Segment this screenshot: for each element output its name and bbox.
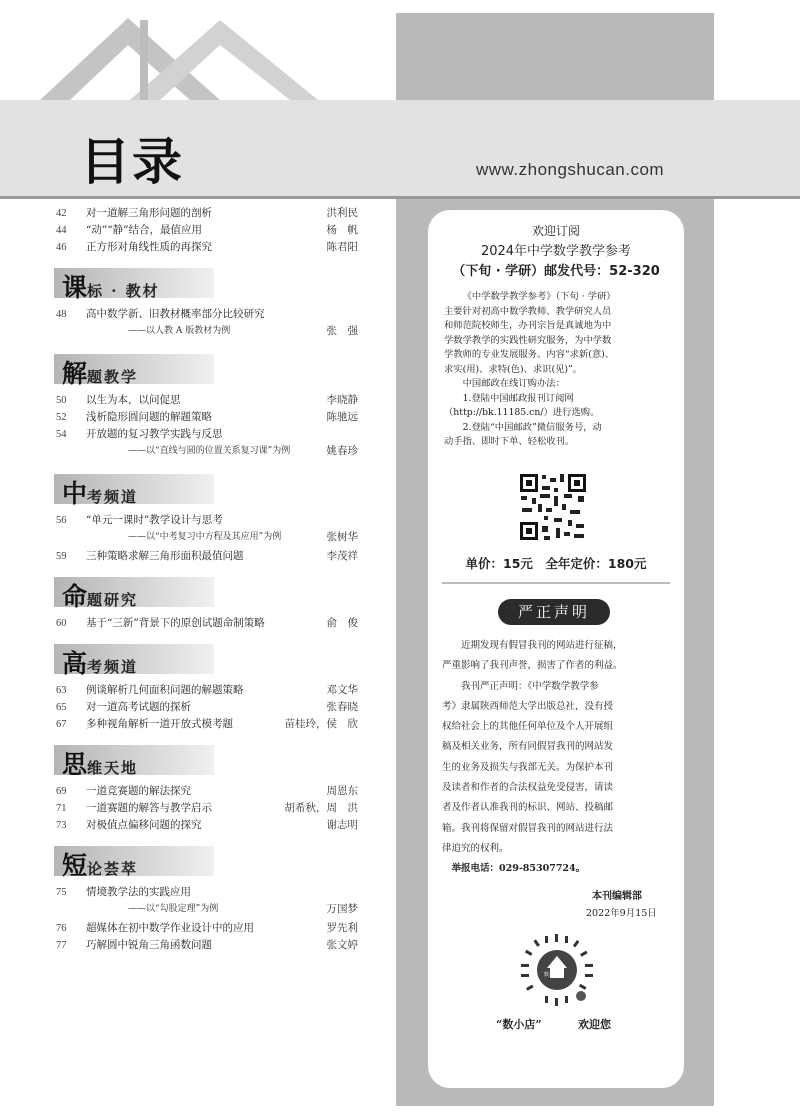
store-caption-left: “数小店” — [496, 1018, 542, 1031]
section-label — [62, 577, 138, 613]
table-of-contents — [40, 205, 380, 954]
toc-page-number: 76 — [56, 923, 67, 934]
toc-author: 陈君阳 — [326, 241, 358, 253]
announcement-line: 及读者和作者的合法权益免受侵害，请读 — [442, 782, 614, 794]
toc-entry[interactable] — [40, 239, 380, 256]
toc-page-number: 59 — [56, 551, 67, 562]
toc-author: 邓文华 — [326, 684, 358, 696]
toc-author: 张 强 — [326, 325, 358, 337]
toc-title: 基于“三新”背景下的原创试题命制策略 — [86, 617, 265, 629]
toc-page-number: 52 — [56, 412, 67, 423]
desc-line: 求实(用)、求特(色)、求识(见)”。 — [444, 363, 583, 375]
section-rest: 题教学 — [87, 368, 139, 386]
toc-subtitle-row[interactable] — [40, 443, 380, 462]
section-initial: 短 — [62, 851, 88, 880]
toc-author: 陈驰远 — [326, 411, 358, 423]
toc-entry[interactable] — [40, 800, 380, 817]
section-label — [62, 268, 160, 304]
toc-entry[interactable] — [40, 205, 380, 222]
store-logo-text: 数小店 — [544, 972, 560, 978]
toc-entry[interactable] — [40, 716, 380, 733]
section-header — [40, 472, 380, 506]
desc-line: 学数学教学的实践性研究服务，为中学数 — [444, 334, 612, 346]
toc-entry[interactable] — [40, 937, 380, 954]
section-rest: 考频道 — [87, 658, 139, 676]
price-divider — [442, 582, 670, 584]
desc-line: 《中学数学教学参考》（下旬 · 学研） — [462, 291, 616, 302]
section-initial: 中 — [62, 479, 88, 508]
announcement-date: 2022年9月15日 — [586, 908, 657, 919]
section-label — [62, 474, 138, 510]
toc-title: 超媒体在初中数学作业设计中的应用 — [86, 922, 254, 934]
toc-title: 以生为本，以问促思 — [86, 394, 181, 406]
toc-page-number: 67 — [56, 719, 67, 730]
toc-page-number: 65 — [56, 702, 67, 713]
toc-title: ——以“中考复习中方程及其应用”为例 — [128, 532, 282, 542]
toc-page-number: 56 — [56, 515, 67, 526]
toc-title: “单元一课时”教学设计与思考 — [86, 514, 223, 526]
toc-entry[interactable] — [40, 512, 380, 529]
toc-entry[interactable] — [40, 817, 380, 834]
price-line: 单价：15元 全年定价：180元 — [465, 556, 647, 571]
toc-author: 苗桂玲，侯 欣 — [284, 718, 358, 730]
announcement-badge: 严正声明 — [498, 599, 610, 625]
desc-line: 1.登陆中国邮政报刊订阅网 — [462, 392, 574, 404]
toc-subtitle-row[interactable] — [40, 529, 380, 548]
order-url[interactable]: （http://bk.11185.cn/）进行选购。 — [444, 407, 600, 418]
toc-title: 巧解圆中锐角三角函数问题 — [86, 939, 212, 951]
section-initial: 命 — [62, 582, 88, 611]
toc-entry[interactable] — [40, 409, 380, 426]
toc-author: 洪利民 — [326, 207, 358, 219]
toc-subtitle-row[interactable] — [40, 901, 380, 920]
toc-title: 正方形对角线性质的再探究 — [86, 241, 212, 253]
toc-title: 对极值点偏移问题的探究 — [86, 819, 202, 831]
editorial-signer: 本刊编辑部 — [592, 891, 642, 902]
section-initial: 思 — [62, 750, 88, 779]
toc-page-number: 77 — [56, 940, 67, 951]
desc-line: 主要针对初高中数学教师、教学研究人员 — [444, 305, 612, 317]
toc-page-number: 50 — [56, 395, 67, 406]
section-header — [40, 743, 380, 777]
toc-author: 罗先利 — [326, 922, 358, 934]
postal-code-line: （下旬 · 学研）邮发代号：52-320 — [452, 264, 660, 279]
section-rest: 论荟萃 — [87, 860, 139, 878]
section-label — [62, 644, 138, 680]
toc-entry[interactable] — [40, 548, 380, 565]
subscribe-heading: 欢迎订阅 — [531, 224, 580, 238]
section-header — [40, 844, 380, 878]
section-label — [62, 354, 138, 390]
toc-author: 谢志明 — [326, 819, 358, 831]
toc-author: 张春晓 — [326, 701, 358, 713]
toc-subtitle-row[interactable] — [40, 323, 380, 342]
announcement-line: 考》隶属陕西师范大学出版总社，没有授 — [442, 700, 614, 712]
toc-page-number: 71 — [56, 803, 67, 814]
toc-title: 对一道高考试题的探析 — [86, 701, 191, 713]
store-miniprogram-code[interactable] — [521, 934, 593, 1006]
toc-title: “动”“静”结合，最值应用 — [86, 224, 202, 236]
toc-entry[interactable] — [40, 783, 380, 800]
desc-line: 动手指、即时下单、轻松收刊。 — [444, 436, 575, 447]
announcement-line: 权给社会上的其他任何单位及个人开展组 — [442, 721, 614, 733]
toc-author: 胡希秋，周 洪 — [284, 802, 358, 814]
store-caption-right: 欢迎您 — [578, 1018, 611, 1031]
toc-page-number: 46 — [56, 242, 67, 253]
section-label — [62, 846, 138, 882]
toc-title: ——以人教 A 版教材为例 — [128, 326, 231, 336]
section-rest: 考频道 — [87, 488, 139, 506]
toc-title: 浅析隐形圆问题的解题策略 — [86, 411, 212, 423]
toc-title: 情境教学法的实践应用 — [86, 886, 191, 898]
toc-page-number: 48 — [56, 309, 67, 320]
section-initial: 课 — [62, 273, 88, 302]
toc-author: 张文婷 — [326, 939, 358, 951]
toc-title: 开放题的复习教学实践与反思 — [86, 428, 223, 440]
section-initial: 高 — [62, 649, 88, 678]
toc-entry[interactable] — [40, 306, 380, 323]
toc-author: 姚春珍 — [326, 445, 358, 457]
toc-page-number: 42 — [56, 208, 67, 219]
toc-author: 俞 俊 — [326, 617, 358, 629]
toc-author: 李茂祥 — [326, 550, 358, 562]
subscribe-description — [444, 290, 674, 450]
toc-page-number: 63 — [56, 685, 67, 696]
section-header — [40, 266, 380, 300]
section-rest: 题研究 — [87, 591, 139, 609]
desc-line: 学教师的专业发展服务。内容“求新(意)、 — [444, 349, 615, 360]
announcement-line: 生的业务及损失与我部无关。为保护本刊 — [442, 761, 614, 773]
announcement-line: 稿及相关业务，所有同假冒我刊的网站发 — [442, 741, 614, 753]
announcement-line: 严重影响了我刊声誉，损害了作者的利益。 — [442, 660, 623, 672]
toc-title: 一道竞赛题的解法探究 — [86, 785, 191, 797]
toc-author: 李晓静 — [326, 394, 358, 406]
subscribe-year-title: 2024年中学数学教学参考 — [480, 244, 632, 259]
toc-page-number: 75 — [56, 887, 67, 898]
announcement-line: 律追究的权利。 — [442, 842, 509, 854]
subscription-panel — [428, 210, 684, 1088]
toc-author: 张树华 — [326, 531, 358, 543]
desc-line: 中国邮政在线订购办法： — [462, 378, 565, 389]
toc-entry[interactable] — [40, 884, 380, 901]
section-label — [62, 745, 138, 781]
toc-title: 三种策略求解三角形面积最值问题 — [86, 550, 244, 562]
page-title: 目录 — [80, 133, 184, 191]
site-url[interactable]: www.zhongshucan.com — [476, 160, 665, 179]
toc-author: 周恩东 — [326, 785, 358, 797]
announcement-line: 近期发现有假冒我刊的网站进行征稿， — [461, 640, 623, 651]
toc-author: 杨 帆 — [326, 224, 358, 236]
triangle-bar — [140, 20, 148, 100]
toc-title: 一道赛题的解答与教学启示 — [86, 802, 212, 814]
toc-page-number: 69 — [56, 786, 67, 797]
triangle-decoration — [0, 0, 400, 200]
subscribe-qr-code[interactable] — [518, 472, 588, 542]
toc-page-number: 54 — [56, 429, 67, 440]
toc-title: 对一道解三角形问题的剖析 — [86, 207, 212, 219]
toc-title: ——以“直线与圆的位置关系复习课”为例 — [128, 446, 291, 456]
section-header — [40, 575, 380, 609]
section-initial: 解 — [62, 359, 88, 388]
section-header — [40, 352, 380, 386]
toc-entry[interactable] — [40, 392, 380, 409]
toc-title: 多种视角解析一道开放式模考题 — [86, 718, 233, 730]
section-rest: 维天地 — [87, 759, 139, 777]
toc-entry[interactable] — [40, 222, 380, 239]
toc-page-number: 44 — [56, 225, 67, 236]
toc-entry[interactable] — [40, 682, 380, 699]
announcement-line: 者及作者认准我刊的标识、网站、投稿邮 — [442, 802, 614, 814]
toc-title: 高中数学新、旧教材概率部分比较研究 — [86, 308, 265, 320]
toc-author: 万国梦 — [326, 903, 358, 915]
toc-page-number: 73 — [56, 820, 67, 831]
toc-entry[interactable] — [40, 426, 380, 443]
announcement-text — [442, 636, 676, 880]
toc-title: 例谈解析几何面积问题的解题策略 — [86, 684, 244, 696]
toc-entry[interactable] — [40, 699, 380, 716]
report-phone: 举报电话：029-85307724。 — [451, 863, 586, 875]
toc-entry[interactable] — [40, 615, 380, 632]
toc-title: ——以“勾股定理”为例 — [128, 904, 219, 914]
section-rest: 标 · 教材 — [87, 282, 160, 300]
desc-line: 2.登陆“中国邮政”微信服务号，动 — [462, 421, 602, 433]
toc-entry[interactable] — [40, 920, 380, 937]
toc-page-number: 60 — [56, 618, 67, 629]
announcement-line: 箱。我刊将保留对假冒我刊的网站进行法 — [442, 822, 614, 834]
announcement-line: 我刊严正声明：《中学数学教学参 — [461, 680, 599, 692]
desc-line: 和师范院校师生，办刊宗旨是真诚地为中 — [444, 320, 612, 331]
section-header — [40, 642, 380, 676]
